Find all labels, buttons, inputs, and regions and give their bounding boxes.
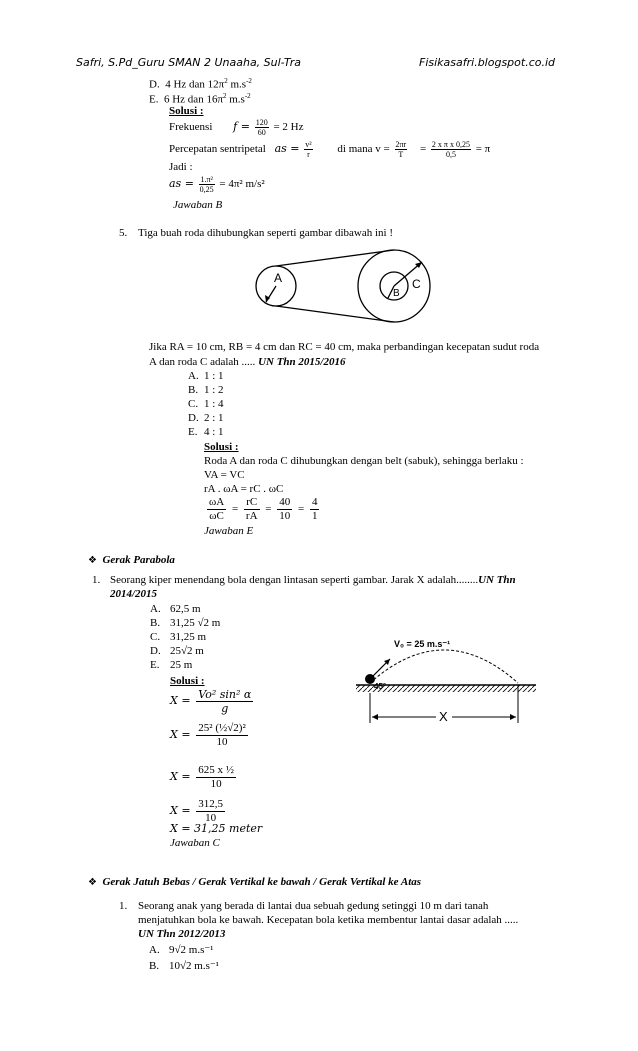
option-e: E. 4 : 1	[188, 426, 224, 438]
wheel-b-label: B	[393, 288, 400, 299]
header-right: Fisikasafri.blogspot.co.id	[419, 56, 556, 69]
jawaban-q4: Jawaban B	[173, 199, 223, 211]
jatuh-source: UN Thn 2012/2013	[138, 928, 226, 940]
q5-ratio: $\frac{\omega A}{\omega C}$ = $\frac{rC}{rA}$ = $\frac{40}{10}$ = $\frac{4}{1}$	[209, 496, 318, 522]
belt-bottom	[276, 306, 394, 322]
parabola-step3: X = $\frac{\text{625 x ½}}{10}$	[170, 764, 235, 790]
parabola-solusi: Solusi :	[170, 675, 205, 687]
q5-number: 5.	[119, 227, 128, 239]
parabola-stem: Seorang kiper menendang bola dengan lintasan seperti gambar. Jarak X adalah........UN Thn	[110, 574, 516, 586]
option-b: B. 31,25 √2 m	[150, 617, 221, 629]
parabola-step1: X = $\frac{\text{Vo² sin² α}}{g}$	[170, 688, 252, 715]
parabola-step2: X = $\frac{\text{25² (½√2)²}}{10}$	[170, 722, 246, 748]
q5-given: Jika RA = 10 cm, RB = 4 cm dan RC = 40 cm, maka perbandingan kecepatan sudut roda	[149, 341, 540, 353]
x-distance-label: X	[439, 709, 448, 724]
jatuh-q-number: 1.	[119, 900, 128, 912]
q5-explain: Roda A dan roda C dihubungkan dengan belt (sabuk), sehingga berlaku :	[204, 455, 524, 467]
option-a: A. 1 : 1	[188, 370, 224, 382]
jatuh-stem2: menjatuhkan bola ke bawah. Kecepatan bola ketika membentur lantai dasar adalah .....	[138, 914, 519, 926]
wheel-a-label: A	[274, 271, 283, 285]
belt-top	[276, 250, 394, 266]
wheels-figure	[252, 248, 442, 324]
parabola-step5: X = 31,25 meter	[170, 822, 263, 835]
option-d: D. 2 : 1	[188, 412, 224, 424]
section-parabola-title: ❖ Gerak Parabola	[88, 554, 175, 566]
parabola-source2: 2014/2015	[110, 588, 158, 600]
diamond-bullet-icon: ❖	[88, 555, 97, 566]
option-c: C. 31,25 m	[150, 631, 207, 643]
option-b: B. 10√2 m.s⁻¹	[149, 960, 219, 972]
wheel-c-label: C	[412, 277, 421, 291]
option-b: B. 1 : 2	[188, 384, 224, 396]
parabola-jawaban: Jawaban C	[170, 837, 220, 849]
q5-solusi: Solusi :	[204, 441, 239, 453]
option-d: D. 4 Hz dan $12\pi^2$ $m.s^{-2}$	[149, 77, 252, 91]
parabola-q-number: 1.	[92, 574, 101, 586]
solusi-label: Solusi :	[169, 105, 204, 117]
jadi-label: Jadi :	[169, 161, 193, 173]
option-a: A. 62,5 m	[150, 603, 201, 615]
section-jatuh-title: ❖ Gerak Jatuh Bebas / Gerak Vertikal ke bawah / Gerak Vertikal ke Atas	[88, 876, 422, 888]
as-result-line: as = $\frac{\text{1.π²}}{0,25}$ = 4π² m/s²	[169, 175, 265, 194]
percepatan-line: Percepatan sentripetal as = $\frac{\text{v²}}{r}$ di mana v = $\frac{2\pi r}{T}$ = $\frac{\text{2 x π x 0,25}}{0,5}$ = π	[169, 140, 491, 159]
option-c: C. 1 : 4	[188, 398, 224, 410]
q5-stem: Tiga buah roda dihubungkan seperti gambar dibawah ini !	[138, 227, 393, 239]
trajectory-path	[370, 650, 518, 683]
projectile-figure	[352, 633, 540, 730]
option-e: E. 25 m	[150, 659, 193, 671]
jatuh-stem1: Seorang anak yang berada di lantai dua sebuah gedung setinggi 10 m dari tanah	[138, 900, 489, 912]
q5-given2: A dan roda C adalah ..... UN Thn 2015/2016	[149, 356, 346, 368]
diamond-bullet-icon: ❖	[88, 877, 97, 888]
frekuensi-line: Frekuensi f = $\frac{120}{60}$ = 2 Hz	[169, 118, 304, 137]
q5-eq2: rA . ωA = rC . ωC	[204, 483, 284, 495]
option-a: A. 9√2 m.s⁻¹	[149, 944, 214, 956]
parabola-step4: X = $\frac{312,5}{10}$	[170, 798, 224, 824]
header-left: Safri, S.Pd_Guru SMAN 2 Unaaha, Sul-Tra	[76, 56, 301, 69]
v0-label: V₀ = 25 m.s⁻¹	[394, 639, 451, 649]
option-d: D. 25√2 m	[150, 645, 204, 657]
angle-label: 45°	[374, 682, 387, 691]
q5-eq1: VA = VC	[204, 469, 245, 481]
option-e: E. 6 Hz dan $16\pi^2$ $m.s^{-2}$	[149, 92, 251, 106]
q5-jawaban: Jawaban E	[204, 525, 254, 537]
